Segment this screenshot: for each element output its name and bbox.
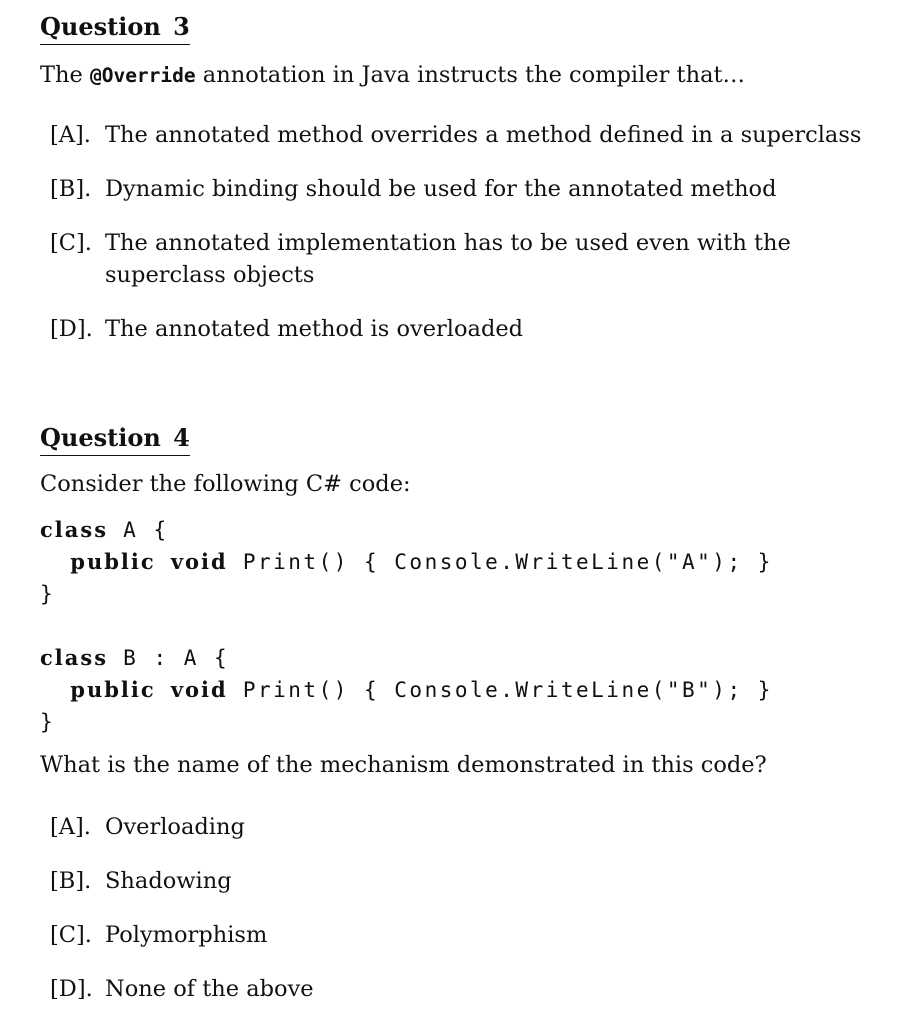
code-close-brace: }: [40, 710, 56, 734]
option-text: Shadowing: [105, 868, 232, 894]
question-4-option-c[interactable]: [50, 919, 900, 951]
option-text: None of the above: [105, 976, 314, 1002]
option-text: Overloading: [105, 814, 245, 840]
question-4-option-b[interactable]: [50, 865, 900, 897]
keyword-public: public: [70, 549, 156, 574]
option-text: Polymorphism: [105, 922, 268, 948]
code-class-b-decl: B : A {: [108, 646, 230, 670]
code-line-blank: [40, 610, 773, 642]
option-label: [A].: [50, 122, 91, 148]
code-method-b-body: Print() { Console.WriteLine("B"); }: [227, 678, 773, 702]
option-label: [A].: [50, 814, 91, 840]
question-4-intro: Consider the following C# code:: [40, 471, 411, 497]
question-4-option-a[interactable]: [50, 811, 900, 843]
code-line-class-b: [40, 642, 773, 674]
code-line-method-a: [40, 546, 773, 578]
option-label: [B].: [50, 868, 92, 894]
question-4-option-d[interactable]: [50, 973, 900, 1005]
question-3-option-a[interactable]: [50, 119, 900, 151]
option-text: The annotated method is overloaded: [105, 316, 524, 342]
keyword-void: void: [170, 677, 228, 702]
csharp-code-block: [40, 514, 773, 738]
code-method-a-body: Print() { Console.WriteLine("A"); }: [227, 550, 773, 574]
question-3-option-d[interactable]: [50, 313, 900, 345]
override-annotation-code: @Override: [89, 64, 196, 87]
question-3-stem: [40, 60, 745, 91]
code-line-close-a: [40, 578, 773, 610]
keyword-class: class: [40, 645, 109, 670]
code-class-a-decl: A {: [108, 518, 169, 542]
code-line-class-a: [40, 514, 773, 546]
keyword-public: public: [70, 677, 156, 702]
option-label: [D].: [50, 976, 93, 1002]
option-label: [C].: [50, 230, 92, 256]
question-3-stem-suffix: annotation in Java instructs the compiler that…: [195, 62, 746, 88]
option-text: The annotated method overrides a method defined in a superclass: [105, 122, 862, 148]
option-label: [B].: [50, 176, 92, 202]
option-label: [C].: [50, 922, 92, 948]
question-3-option-b[interactable]: [50, 173, 900, 205]
code-line-method-b: [40, 674, 773, 706]
keyword-void: void: [170, 549, 228, 574]
question-4-heading: Question 4: [40, 423, 190, 456]
question-3-heading: Question 3: [40, 12, 190, 45]
option-label: [D].: [50, 316, 93, 342]
question-4-prompt: What is the name of the mechanism demonstrated in this code?: [40, 752, 767, 778]
question-3-stem-prefix: The: [40, 62, 90, 88]
code-close-brace: }: [40, 582, 56, 606]
question-3-option-c[interactable]: [50, 227, 900, 291]
option-text: The annotated implementation has to be used even with the superclass objects: [105, 230, 791, 288]
option-text: Dynamic binding should be used for the annotated method: [105, 176, 777, 202]
code-line-close-b: [40, 706, 773, 738]
keyword-class: class: [40, 517, 109, 542]
